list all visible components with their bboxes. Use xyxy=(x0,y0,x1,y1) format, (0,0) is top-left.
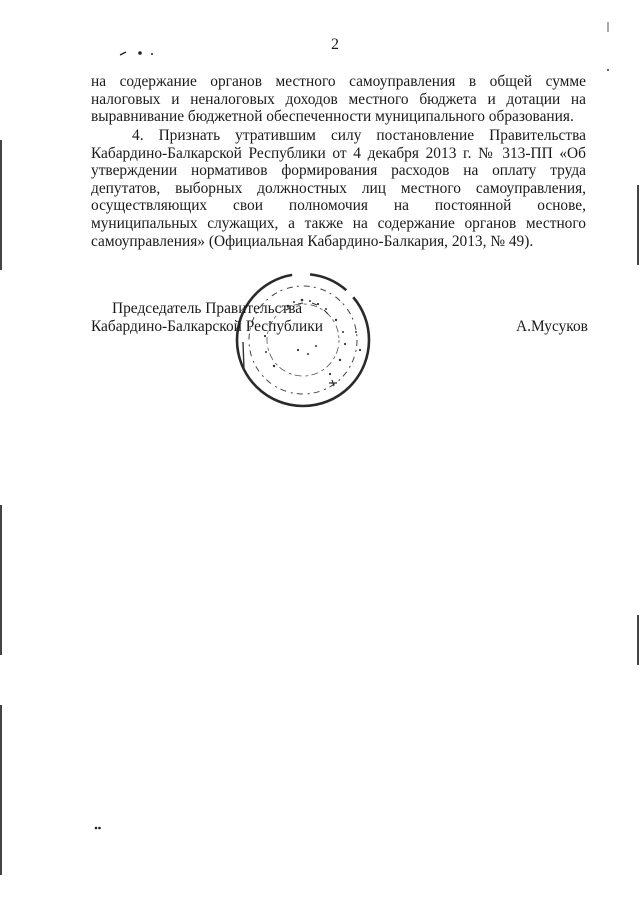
scan-edge-left-3 xyxy=(0,705,2,875)
signatory-name: А.Мусуков xyxy=(516,318,588,335)
scan-edge-left-1 xyxy=(0,140,2,270)
round-seal-icon xyxy=(228,270,378,425)
page-number: 2 xyxy=(331,36,339,53)
signatory-title-line-2: Кабардино-Балкарской Республики xyxy=(91,318,323,335)
scan-mark-top-left xyxy=(118,44,158,52)
scan-mark-bottom xyxy=(94,818,102,824)
scan-edge-right-1 xyxy=(637,185,639,265)
paragraph-item-4: 4. Признать утратившим силу постановление Правительства Кабардино-Балкарской Республики от 4 декабря 2013 г. № 313-ПП «Об утверждении нормативов формирования расходов на оплату труда депутатов, выборных должностных лиц местного самоуправления, осуществляющих свои полномочия на постоянной основе, муниципальных служащих, а также на содержание органов местного самоуправления» (Официальная Кабардино-Балкария, 2013, № 49). xyxy=(91,127,586,250)
scan-edge-right-2 xyxy=(637,615,639,665)
signatory-title xyxy=(91,300,323,336)
scan-mark-top-right xyxy=(604,22,612,82)
signatory-title-line-1: Председатель Правительства xyxy=(112,300,303,317)
scan-edge-left-2 xyxy=(0,505,2,655)
paragraph-continuation: на содержание органов местного самоуправления в общей сумме налоговых и неналоговых доходов местного бюджета и дотации на выравнивание бюджетной обеспеченности муниципального образования. xyxy=(91,73,586,126)
